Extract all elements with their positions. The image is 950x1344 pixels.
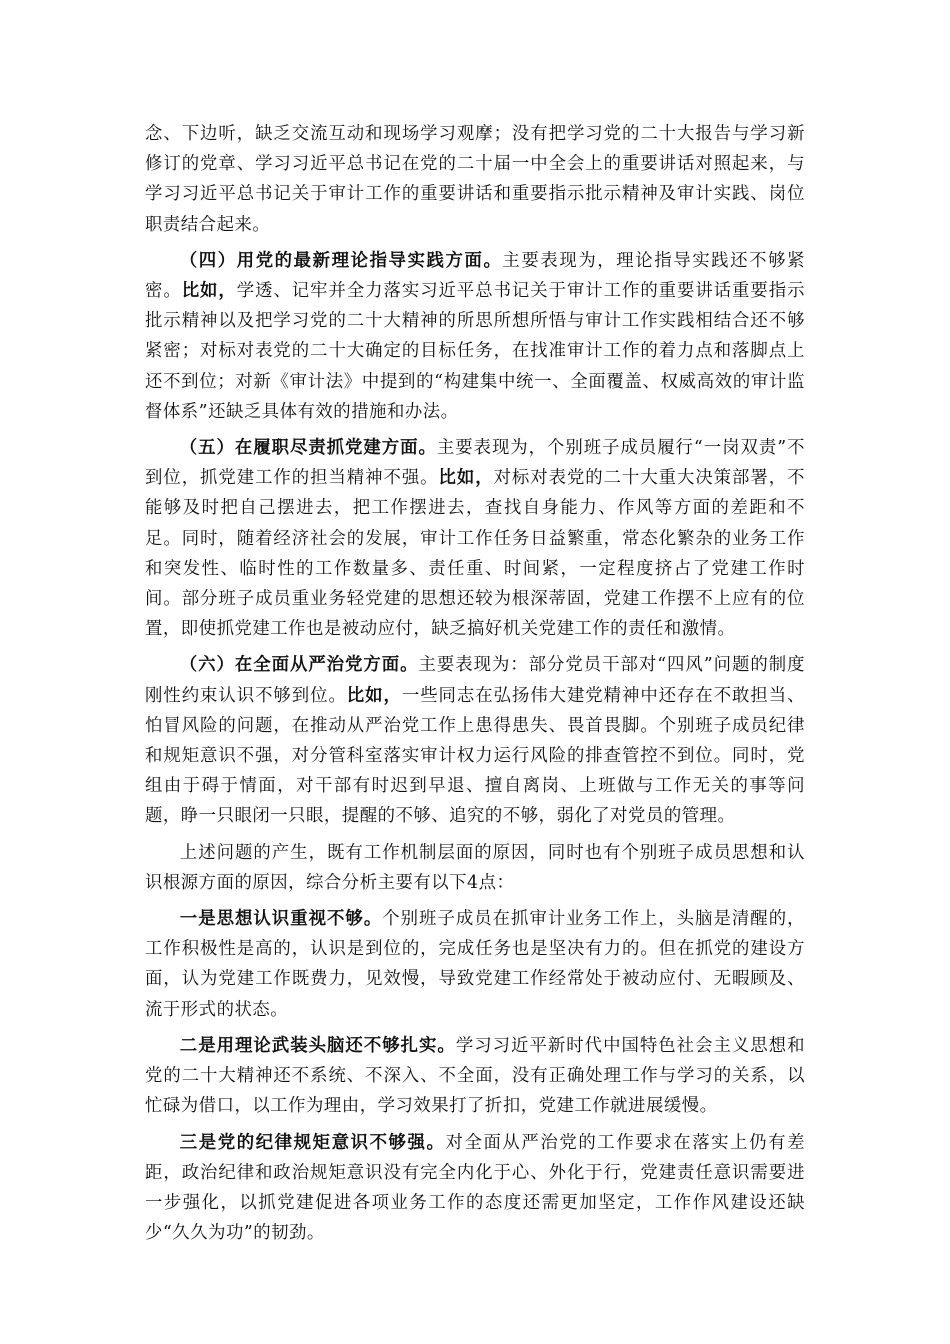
document-page [145,119,805,1254]
reason-3-heading: 三是党的纪律规矩意识不够强。 [179,1132,446,1153]
reason-2-heading: 二是用理论武装头脑还不够扎实。 [179,1035,456,1056]
paragraph-reason-1 [145,904,805,1025]
paragraph-1-text: 念、下边听，缺乏交流互动和现场学习观摩；没有把学习党的二十大报告与学习新修订的党章、学习习近平总书记在党的二十届一中全会上的重要讲话对照起来，与学习习近平总书记关于审计工作的重要讲话和重要指示批示精神及审计实践、岗位职责结合起来。 [145,124,805,235]
reason-3-text: 对全面从严治党的工作要求在落实上仍有差距，政治纪律和政治规矩意识没有完全内化于心、外化于行，党建责任意识需要进一步强化，以抓党建促进各项业务工作的态度还需更加坚定，工作作风建设还缺少“久久为功”的韧劲。 [145,1132,805,1244]
paragraph-section-6 [145,650,805,831]
section-6-example-text: 一些同志在弘扬伟大建党精神中还存在不敢担当、怕冒风险的问题，在推动从严治党工作上患得患失、畏首畏脚。个别班子成员纪律和规矩意识不强，对分管科室落实审计权力运行风险的排查管控不到位。同时，党组由于碍于情面，对干部有时迟到早退、擅自离岗、上班做与工作无关的事等问题，睁一只眼闭一只眼，提醒的不够、追究的不够，弱化了对党员的管理。 [145,685,805,827]
section-4-example-text: 学透、记牢并全力落实习近平总书记关于审计工作的重要讲话重要指示批示精神以及把学习党的二十大精神的所思所想所悟与审计工作实践相结合还不够紧密；对标对表党的二十大确定的目标任务，在找准审计工作的着力点和落脚点上还不到位；对新《审计法》中提到的“构建集中统一、全面覆盖、权威高效的审计监督体系”还缺乏具体有效的措施和办法。 [145,281,805,422]
reason-1-text: 个别班子成员在抓审计业务工作上，头脑是清醒的，工作积极性是高的，认识是到位的，完成任务也是坚决有力的。但在抓党的建设方面，认为党建工作既费力，见效慢，导致党建工作经常处于被动应付、无暇顾及、流于形式的状态。 [145,909,805,1020]
paragraph-section-5 [145,433,805,644]
section-5-example-label: 比如， [438,468,494,489]
analysis-intro-text: 上述问题的产生，既有工作机制层面的原因，同时也有个别班子成员思想和认识根源方面的原因，综合分析主要有以下4点： [145,842,805,893]
section-6-example-label: 比如， [346,685,402,706]
section-6-heading: （六）在全面从严治党方面。 [179,655,419,676]
paragraph-analysis-intro [145,838,805,898]
section-5-summary: 主要表现为，个别班子成员履行“一岗双责”不到位，抓党建工作的担当精神不强。 [145,438,805,489]
section-5-example-text: 对标对表党的二十大重大决策部署，不能够及时把自己摆进去，把工作摆进去，查找自身能力、作风等方面的差距和不足。同时，随着经济社会的发展，审计工作任务日益繁重，常态化繁杂的业务工作和突发性、临时性的工作数量多、责任重、时间紧，一定程度挤占了党建工作时间。部分班子成员重业务轻党建的思想还较为根深蒂固，党建工作摆不上应有的位置，即使抓党建工作也是被动应付，缺乏搞好机关党建工作的责任和激情。 [145,468,805,640]
section-4-example-label: 比如， [181,281,237,302]
paragraph-section-4 [145,246,805,427]
section-6-summary: 主要表现为：部分党员干部对“四风”问题的制度刚性约束认识不够到位。 [145,655,805,706]
paragraph-1 [145,119,805,240]
reason-1-heading: 一是思想认识重视不够。 [179,909,383,930]
section-4-heading: （四）用党的最新理论指导实践方面。 [179,250,503,271]
paragraph-reason-3 [145,1128,805,1249]
paragraph-reason-2 [145,1031,805,1122]
section-5-heading: （五）在履职尽责抓党建方面。 [179,438,437,459]
reason-2-text: 学习习近平新时代中国特色社会主义思想和党的二十大精神还不系统、不深入、不全面，没有正确处理工作与学习的关系，以忙碌为借口，以工作为理由，学习效果打了折扣，党建工作就进展缓慢。 [145,1035,805,1117]
section-4-summary: 主要表现为，理论指导实践还不够紧密。 [145,250,805,302]
